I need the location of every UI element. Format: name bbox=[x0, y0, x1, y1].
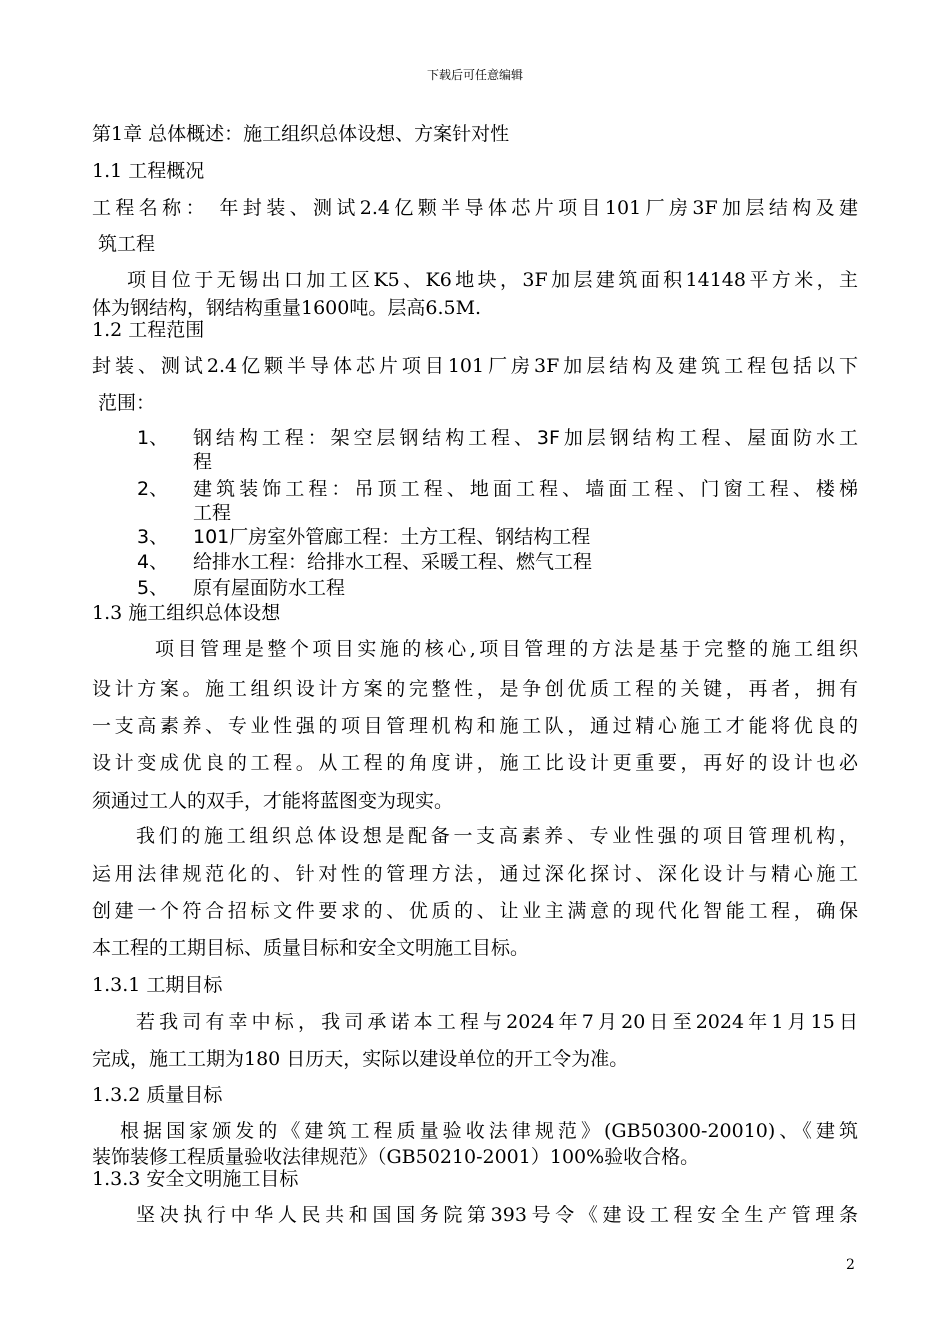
paragraph-line: 本工程的工期目标、质量目标和安全文明施工目标。 bbox=[92, 937, 530, 959]
schedule-line1: 若我司有幸中标，我司承诺本工程与2024年7月20日至2024年1月15日 bbox=[136, 1011, 858, 1033]
list-item-number: 2、 bbox=[137, 478, 169, 500]
schedule-line2: 完成，施工工期为180 日历天，实际以建设单位的开工令为准。 bbox=[92, 1048, 629, 1070]
chapter-title: 第1章 总体概述：施工组织总体设想、方案针对性 bbox=[92, 123, 510, 145]
paragraph-line: 创建一个符合招标文件要求的、优质的、让业主满意的现代化智能工程，确保 bbox=[92, 900, 858, 922]
paragraph-line: 我们的施工组织总体设想是配备一支高素养、专业性强的项目管理机构， bbox=[136, 825, 858, 847]
project-name-line1: 工程名称： 年封装、测试2.4亿颗半导体芯片项目101厂房3F加层结构及建 bbox=[92, 197, 858, 219]
list-item-cont: 程 bbox=[193, 451, 213, 473]
list-item-number: 3、 bbox=[137, 526, 169, 548]
paragraph-line: 须通过工人的双手，才能将蓝图变为现实。 bbox=[92, 790, 454, 812]
list-item-cont: 工程 bbox=[193, 502, 232, 524]
list-item-number: 1、 bbox=[137, 427, 169, 449]
list-item-number: 5、 bbox=[137, 577, 169, 599]
section-1-3-2-heading: 1.3.2 质量目标 bbox=[92, 1084, 223, 1106]
project-desc-line1: 项目位于无锡出口加工区K5、K6地块，3F加层建筑面积14148平方米，主 bbox=[127, 269, 858, 291]
quality-line2: 装饰装修工程质量验收法律规范》（GB50210-2001）100%验收合格。 bbox=[92, 1146, 700, 1168]
paragraph-line: 设计变成优良的工程。从工程的角度讲，施工比设计更重要，再好的设计也必 bbox=[92, 752, 858, 774]
scope-intro-line2: 范围： bbox=[98, 392, 156, 414]
scope-intro-line1: 封装、测试2.4亿颗半导体芯片项目101厂房3F加层结构及建筑工程包括以下 bbox=[92, 355, 858, 377]
paragraph-line: 一支高素养、专业性强的项目管理机构和施工队，通过精心施工才能将优良的 bbox=[92, 715, 858, 737]
paragraph-line: 设计方案。施工组织设计方案的完整性，是争创优质工程的关键，再者，拥有 bbox=[92, 678, 858, 700]
list-item: 原有屋面防水工程 bbox=[193, 577, 346, 599]
quality-line1: 根据国家颁发的《建筑工程质量验收法律规范》(GB50300-20010)、《建筑 bbox=[120, 1120, 858, 1142]
project-name-line2: 筑工程 bbox=[98, 233, 156, 255]
page-header: 下载后可任意编辑 bbox=[426, 68, 523, 82]
list-item-number: 4、 bbox=[137, 551, 169, 573]
paragraph-line: 运用法律规范化的、针对性的管理方法，通过深化探讨、深化设计与精心施工 bbox=[92, 863, 858, 885]
list-item: 给排水工程：给排水工程、采暖工程、燃气工程 bbox=[193, 551, 593, 573]
list-item: 建筑装饰工程：吊顶工程、地面工程、墙面工程、门窗工程、楼梯 bbox=[193, 478, 858, 500]
list-item: 101厂房室外管廊工程：土方工程、钢结构工程 bbox=[193, 526, 591, 548]
list-item: 钢结构工程：架空层钢结构工程、3F加层钢结构工程、屋面防水工 bbox=[193, 427, 858, 449]
section-1-2-heading: 1.2 工程范围 bbox=[92, 319, 205, 341]
section-1-3-1-heading: 1.3.1 工期目标 bbox=[92, 974, 223, 996]
paragraph-line: 项目管理是整个项目实施的核心,项目管理的方法是基于完整的施工组织 bbox=[155, 638, 858, 660]
section-1-3-3-heading: 1.3.3 安全文明施工目标 bbox=[92, 1168, 299, 1190]
page-number: 2 bbox=[846, 1257, 855, 1273]
section-1-3-heading: 1.3 施工组织总体设想 bbox=[92, 602, 281, 624]
project-desc-line2: 体为钢结构，钢结构重量1600吨。层高6.5M. bbox=[92, 297, 482, 319]
safety-line1: 坚决执行中华人民共和国国务院第393号令《建设工程安全生产管理条 bbox=[136, 1204, 858, 1226]
section-1-1-heading: 1.1 工程概况 bbox=[92, 160, 205, 182]
